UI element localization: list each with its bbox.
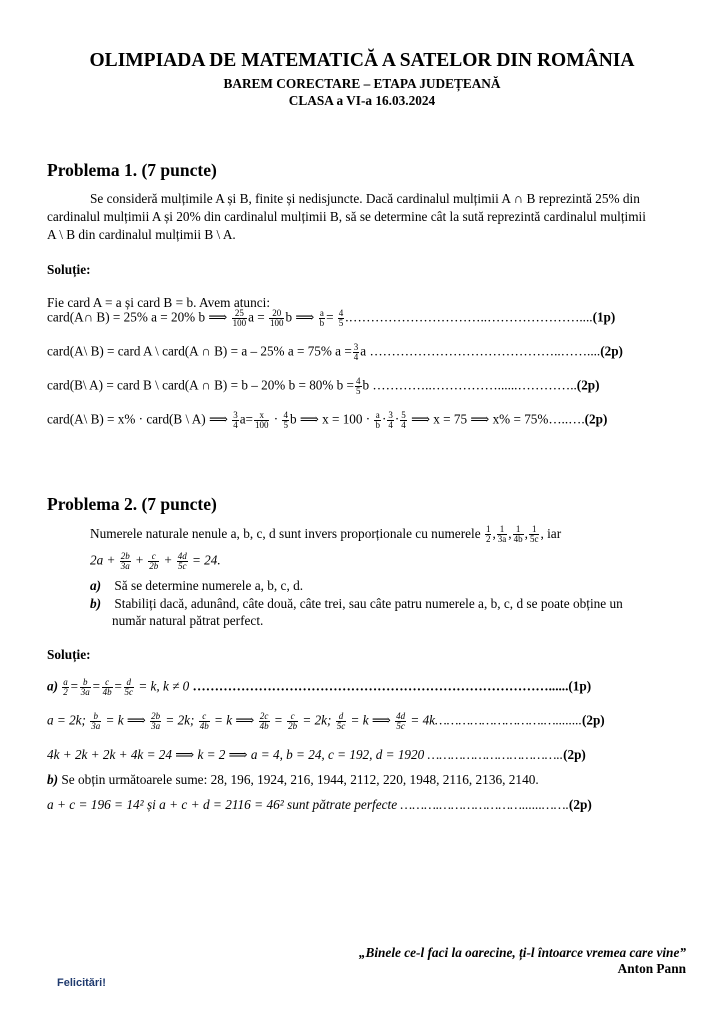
solution-1-step-1: card(A∩ B) = 25% a = 20% b ⟹ $\frac{25}{100}$ a = $\frac{20}{100}$ b ⟹ $\frac{a}{b}$ = $\frac{4}{5}$ .…………………………..…………………....(1p) <box>47 308 616 328</box>
quote-author: Anton Pann <box>617 961 686 976</box>
fraction: $\frac{d}{5c}$ <box>336 711 346 731</box>
fraction: $\frac{c}{2b}$ <box>149 551 159 571</box>
question-b-line-1: b) Stabiliți dacă, adunând, câte două, câte trei, sau câte patru numerele a, b, c, d se poate obține un <box>90 596 623 611</box>
score-badge: (2p) <box>576 377 600 393</box>
fraction: $\frac{b}{3a}$ <box>91 711 101 731</box>
fraction: $\frac{3}{4}$ <box>233 410 238 430</box>
footer-quote: „Binele ce-l faci la oarecine, ți-l întoarce vremea care vine” <box>358 945 686 960</box>
fraction: $\frac{2b}{3a}$ <box>151 711 161 731</box>
fraction: $\frac{5}{4}$ <box>401 410 406 430</box>
score-badge: (2p) <box>584 411 608 427</box>
fraction: $\frac{1}{4b}$ <box>513 524 523 545</box>
document-subtitle: BAREM CORECTARE – ETAPA JUDEȚEANĂ <box>223 76 501 91</box>
fraction: $\frac{1}{5c}$ <box>529 524 539 545</box>
fraction: $\frac{4}{5}$ <box>283 410 288 430</box>
fraction: $\frac{c}{2b}$ <box>288 711 298 731</box>
question-a: a) Să se determine numerele a, b, c, d. <box>90 578 304 593</box>
fraction: $\frac{4d}{5c}$ <box>396 711 406 731</box>
problem-2-solution-label: Soluție: <box>47 647 91 662</box>
fraction: $\frac{d}{5c}$ <box>124 677 134 697</box>
solution-1-step-3: card(B\ A) = card B \ card(A ∩ B) = b – 20% b = 80% b = $\frac{4}{5}$ b …………..……………......…………..(2p) <box>47 376 600 396</box>
score-badge: (1p) <box>568 678 592 694</box>
class-date: CLASA a VI-a 16.03.2024 <box>288 93 436 108</box>
problem-1-heading: Problema 1. (7 puncte) <box>47 160 217 180</box>
fraction: $\frac{a}{b}$ <box>375 410 380 430</box>
solution-2-step-2: a = 2k; $\frac{b}{3a}$ = k ⟹ $\frac{2b}{3a}$ = 2k; $\frac{c}{4b}$ = k ⟹ $\frac{2c}{4b}$ = $\frac{c}{2b}$ = 2k; $\frac{d}{5c}$ = k ⟹ $\frac{4d}{5c}$ = 4k……………………….…........(2p) <box>47 711 605 731</box>
fraction: $\frac{x}{100}$ <box>254 410 269 430</box>
fraction: $\frac{a}{2}$ <box>63 677 68 697</box>
fraction: $\frac{a}{b}$ <box>319 308 325 328</box>
solution-2-conclusion: a + c = 196 = 14² și a + c + d = 2116 = 46² sunt pătrate perfecte ……….…………………......…….(2p) <box>47 797 592 812</box>
solution-2-step-3: 4k + 2k + 2k + 4k = 24 ⟹ k = 2 ⟹ a = 4, b = 24, c = 192, d = 1920 ……………………………..(2p) <box>47 747 586 762</box>
congratulations-text: Felicitări! <box>57 977 106 989</box>
fraction: $\frac{3}{4}$ <box>353 342 359 362</box>
score-badge: (2p) <box>568 797 592 812</box>
problem-2-heading: Problema 2. (7 puncte) <box>47 494 217 514</box>
fraction: $\frac{2b}{3a}$ <box>120 551 130 571</box>
problem-1-statement-line-2: cardinalul mulțimii A și 20% din cardinalul mulțimii B, să se determine cât la sută reprezintă cardinalul mulțimii <box>47 209 646 224</box>
fraction: $\frac{4d}{5c}$ <box>177 551 187 571</box>
fraction: $\frac{b}{3a}$ <box>80 677 90 697</box>
solution-1-intro: Fie card A = a și card B = b. Avem atunci: <box>47 295 271 310</box>
problem-2-intro: Numerele naturale nenule a, b, c, d sunt invers proporționale cu numerele $\frac{1}{2}$ , $\frac{1}{3a}$ , $\frac{1}{4b}$ , $\frac{1}{5c}$ , iar <box>90 524 562 545</box>
problem-1-statement-line-3: A \ B din cardinalul mulțimii B \ A. <box>47 227 236 242</box>
fraction: $\frac{c}{4b}$ <box>102 677 112 697</box>
fraction: $\frac{20}{100}$ <box>269 308 284 328</box>
score-badge: (2p) <box>600 343 623 359</box>
question-b-line-2: număr natural pătrat perfect. <box>112 613 264 628</box>
problem-1-solution-label: Soluție: <box>47 262 91 277</box>
solution-2-step-1: a) $\frac{a}{2}$ = $\frac{b}{3a}$ = $\frac{c}{4b}$ = $\frac{d}{5c}$ = k, k ≠ 0 ………………………………………………………………………......(1p) <box>47 677 592 697</box>
solution-2-part-b: b) Se obțin următoarele sume: 28, 196, 1924, 216, 1944, 2112, 220, 1948, 2116, 2136, 2140. <box>47 772 539 787</box>
score-badge: (2p) <box>581 712 605 728</box>
solution-1-step-4: card(A\ B) = x% · card(B \ A) ⟹ $\frac{3}{4}$ a= $\frac{x}{100}$ · $\frac{4}{5}$ b ⟹ x = 100 · $\frac{a}{b}$ · $\frac{3}{4}$ · $\frac{5}{4}$ ⟹ x = 75 ⟹ x% = 75%…..….(2p) <box>47 410 608 430</box>
document-title: OLIMPIADA DE MATEMATICĂ A SATELOR DIN ROMÂNIA <box>89 50 635 71</box>
problem-2-equation: 2a + $\frac{2b}{3a}$ + $\frac{c}{2b}$ + $\frac{4d}{5c}$ = 24. <box>90 551 221 571</box>
fraction: $\frac{25}{100}$ <box>232 308 247 328</box>
fraction: $\frac{c}{4b}$ <box>199 711 209 731</box>
solution-1-step-2: card(A\ B) = card A \ card(A ∩ B) = a – 25% a = 75% a = $\frac{3}{4}$ a ……………………………………..……....(2p) <box>47 342 623 362</box>
problem-1-statement-line-1: Se consideră mulțimile A și B, finite și nedisjuncte. Dacă cardinalul mulțimii A ∩ B reprezintă 25% din <box>90 191 640 206</box>
fraction: $\frac{4}{5}$ <box>356 376 361 396</box>
fraction: $\frac{4}{5}$ <box>338 308 344 328</box>
fraction: $\frac{3}{4}$ <box>388 410 393 430</box>
fraction: $\frac{1}{3a}$ <box>497 524 507 545</box>
score-badge: (2p) <box>563 747 586 762</box>
fraction: $\frac{1}{2}$ <box>485 524 491 545</box>
score-badge: (1p) <box>592 309 616 325</box>
fraction: $\frac{2c}{4b}$ <box>259 711 269 731</box>
